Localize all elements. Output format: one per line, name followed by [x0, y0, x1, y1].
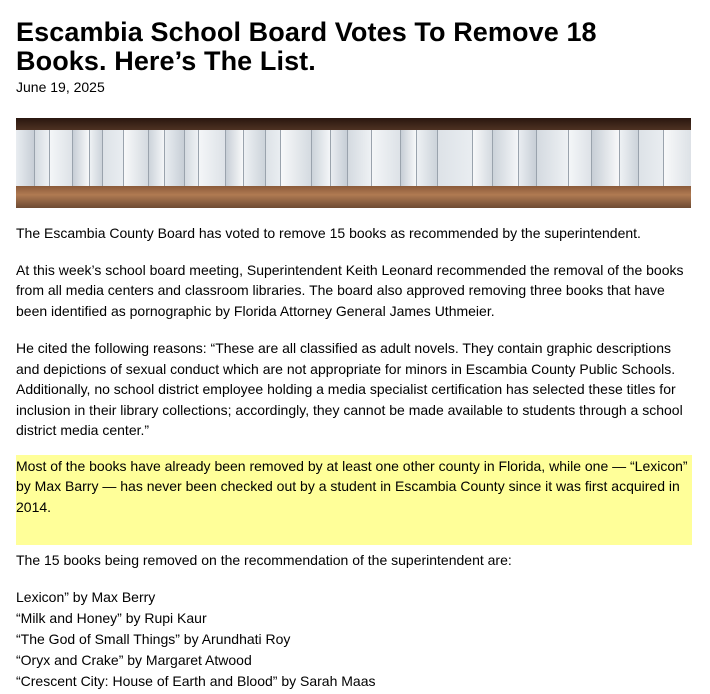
- book-spine: [199, 130, 226, 192]
- list-item: “Milk and Honey” by Rupi Kaur: [16, 609, 207, 626]
- article-date: June 19, 2025: [16, 79, 105, 95]
- book-spine: [226, 130, 244, 192]
- list-item: “Oryx and Crake” by Margaret Atwood: [16, 651, 252, 668]
- book-spine: [185, 130, 199, 192]
- book-spine: [592, 130, 620, 192]
- list-item: “Crescent City: House of Earth and Blood” by Sarah Maas: [16, 672, 376, 689]
- book-spine: [372, 130, 401, 192]
- book-spine: [620, 130, 639, 192]
- book-spine: [417, 130, 438, 192]
- book-spine: [244, 130, 266, 192]
- list-item: Lexicon” by Max Berry: [16, 588, 156, 605]
- paragraph-reasons: He cited the following reasons: “These are all classified as adult novels. They contain graphic descriptions and depictions of sexual conduct which are not appropriate for minors in Escambia County Public Schools. Additionally, no school district employee holding a media specialist certification has selected these titles for inclusion in their library collections; accordingly, they cannot be made available to students through a school district media center.”: [16, 340, 683, 438]
- book-spine: [639, 130, 664, 192]
- book-list: [16, 587, 692, 692]
- article: [16, 0, 692, 692]
- book-spine: [348, 130, 372, 192]
- shelf-board: [16, 186, 691, 208]
- book-spine: [331, 130, 348, 192]
- book-spine: [165, 130, 185, 192]
- book-spine: [35, 130, 50, 192]
- book-spine: [312, 130, 331, 192]
- book-spine: [124, 130, 149, 192]
- paragraph-list-intro: The 15 books being removed on the recommendation of the superintendent are:: [16, 552, 512, 568]
- book-spine: [537, 130, 569, 192]
- book-spine: [519, 130, 537, 192]
- list-item: “The God of Small Things” by Arundhati Roy: [16, 630, 291, 647]
- paragraph-lexicon: Most of the books have already been removed by at least one other county in Florida, while one — “Lexicon” by Max Barry — has never been checked out by a student in Escambia County since it was first acquired in 2014.: [16, 457, 688, 515]
- bookshelf-photo: [16, 118, 691, 208]
- book-spine: [266, 130, 281, 192]
- book-spine: [149, 130, 165, 192]
- shelf-books: [16, 130, 691, 192]
- article-title: Escambia School Board Votes To Remove 18 Books. Here’s The List.: [16, 17, 597, 76]
- book-spine: [50, 130, 73, 192]
- book-spine: [493, 130, 519, 192]
- book-spine: [73, 130, 90, 192]
- highlighted-passage: [16, 455, 692, 546]
- book-spine: [438, 130, 473, 192]
- paragraph-intro: The Escambia County Board has voted to remove 15 books as recommended by the superintendent.: [16, 225, 641, 241]
- book-spine: [103, 130, 124, 192]
- book-spine: [401, 130, 417, 192]
- book-spine: [281, 130, 312, 192]
- paragraph-meeting: At this week’s school board meeting, Superintendent Keith Leonard recommended the removal of the books from all media centers and classroom libraries. The board also approved removing three books that have been identified as pornographic by Florida Attorney General James Uthmeier.: [16, 261, 684, 319]
- book-spine: [569, 130, 592, 192]
- book-spine: [16, 130, 35, 192]
- book-spine: [473, 130, 493, 192]
- book-spine: [90, 130, 103, 192]
- book-spine: [664, 130, 691, 192]
